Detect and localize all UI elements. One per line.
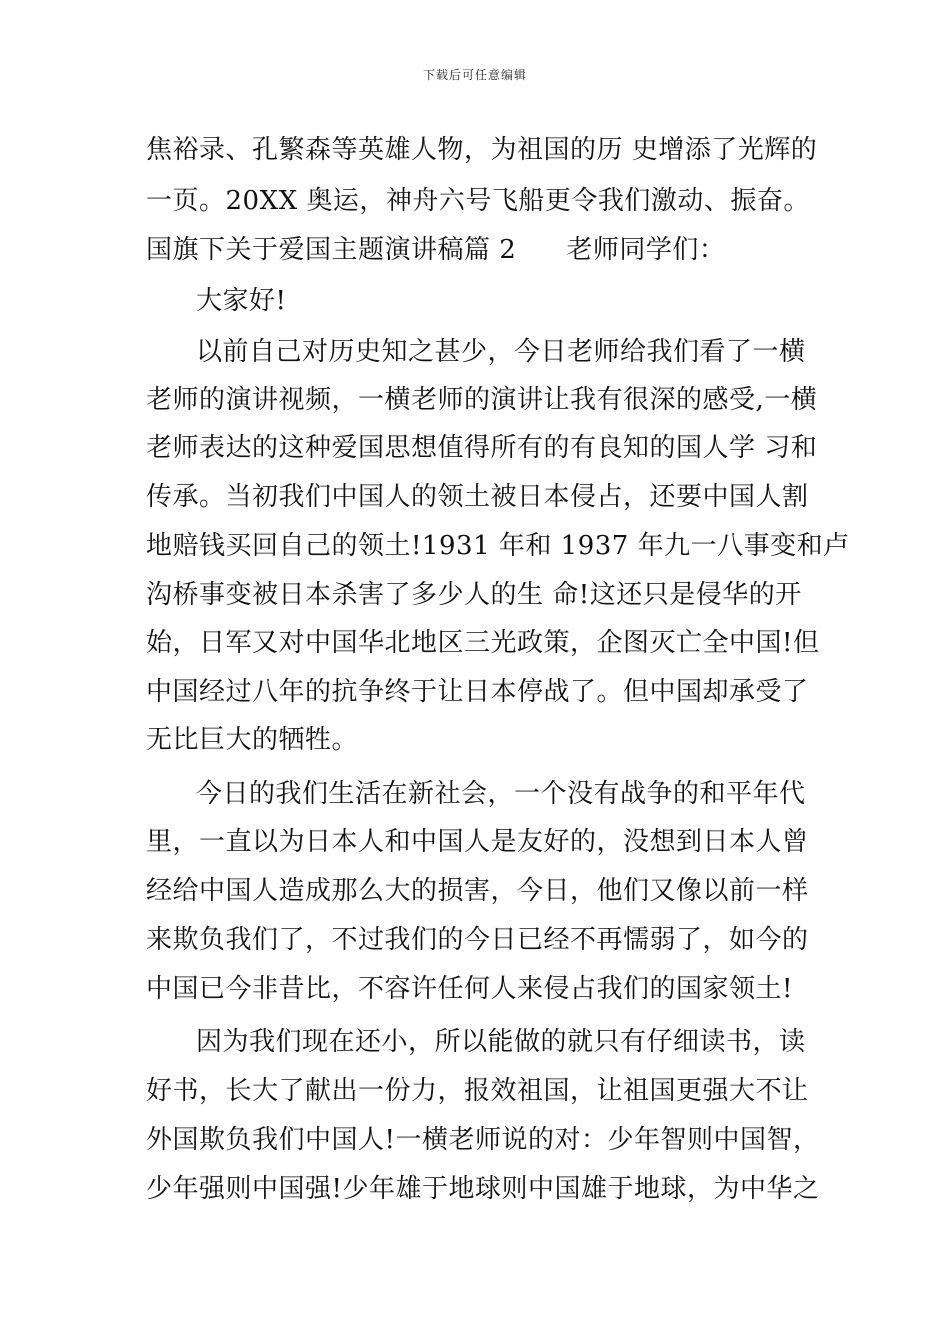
paragraph-line: 来欺负我们了，不过我们的今日已经不再懦弱了，如今的 bbox=[146, 925, 809, 955]
paragraph-line: 今日的我们生活在新社会，一个没有战争的和平年代 bbox=[196, 779, 806, 809]
text-line: 一页。20XX 奥运，神舟六号飞船更令我们激动、振奋。 bbox=[146, 186, 810, 216]
paragraph-line: 里，一直以为日本人和中国人是友好的，没想到日本人曾 bbox=[146, 827, 809, 857]
paragraph-line: 经给中国人造成那么大的损害，今日，他们又像以前一样 bbox=[146, 876, 809, 906]
paragraph-line: 外国欺负我们中国人!一横老师说的对：少年智则中国智， bbox=[146, 1125, 820, 1155]
text-line: 焦裕录、孔繁森等英雄人物，为祖国的历 史增添了光辉的 bbox=[146, 135, 818, 165]
paragraph-line: 沟桥事变被日本杀害了多少人的生 命!这还只是侵华的开 bbox=[146, 580, 802, 610]
section-heading-line bbox=[146, 234, 725, 266]
paragraph-line: 中国已今非昔比，不容许任何人来侵占我们的国家领土! bbox=[146, 974, 793, 1004]
page-header: 下载后可任意编辑 bbox=[422, 68, 527, 82]
paragraph-line: 老师表达的这种爱国思想值得所有的有良知的国人学 习和 bbox=[146, 433, 818, 463]
paragraph-line: 传承。当初我们中国人的领土被日本侵占，还要中国人割 bbox=[146, 482, 809, 512]
section-heading: 国旗下关于爱国主题演讲稿篇 2 bbox=[146, 235, 517, 265]
salutation: 老师同学们： bbox=[566, 235, 726, 265]
paragraph-line: 老师的演讲视频，一横老师的演讲让我有很深的感受,一横 bbox=[146, 385, 818, 415]
paragraph-line: 好书，长大了献出一份力，报效祖国，让祖国更强大不让 bbox=[146, 1076, 809, 1106]
paragraph-line: 无比巨大的牺牲。 bbox=[146, 725, 359, 755]
greeting: 大家好! bbox=[196, 286, 287, 316]
paragraph-line: 中国经过八年的抗争终于让日本停战了。但中国却承受了 bbox=[146, 677, 809, 707]
paragraph-line: 地赔钱买回自己的领土!1931 年和 1937 年九一八事变和卢 bbox=[146, 531, 850, 561]
paragraph-line: 以前自己对历史知之甚少，今日老师给我们看了一横 bbox=[196, 337, 806, 367]
paragraph-line: 始，日军又对中国华北地区三光政策，企图灭亡全中国!但 bbox=[146, 628, 820, 658]
paragraph-line: 少年强则中国强!少年雄于地球则中国雄于地球，为中华之 bbox=[146, 1174, 820, 1204]
paragraph-line: 因为我们现在还小，所以能做的就只有仔细读书，读 bbox=[196, 1027, 806, 1057]
